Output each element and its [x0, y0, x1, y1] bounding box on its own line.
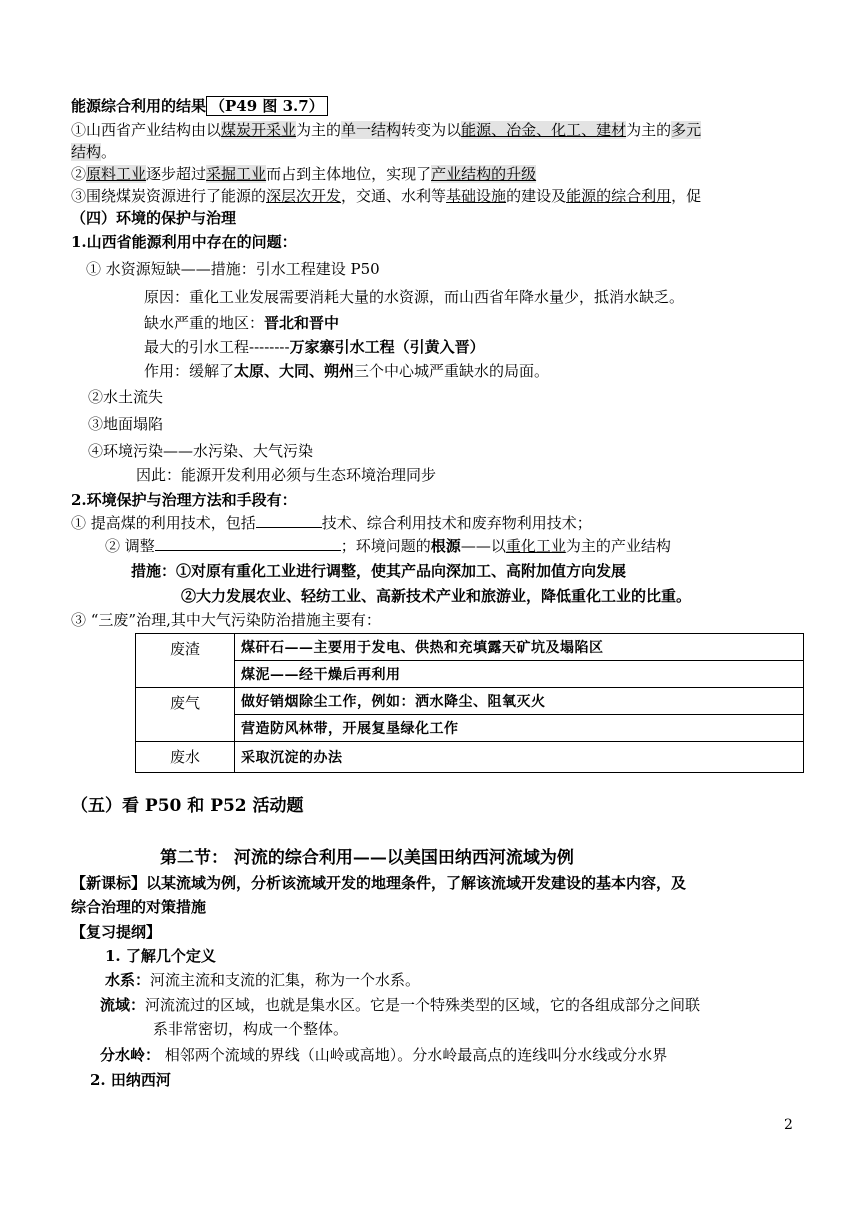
table-row — [136, 661, 804, 688]
problem-soil-erosion: ②水土流失 — [88, 388, 164, 406]
outline-title: 【复习提纲】 — [71, 923, 162, 941]
table-row — [136, 742, 804, 773]
result-line-3: ③围绕煤炭资源进行了能源的深层次开发，交通、水利等基础设施的建设及能源的综合利用，促 — [71, 187, 702, 205]
methods-title: 2.环境保护与治理方法和手段有： — [71, 491, 297, 509]
method-line-2: ② 调整 ；环境问题的根源——以重化工业为主的产业结构 — [105, 537, 671, 555]
three-wastes-line: ③ “三废”治理,其中大气污染防治措施主要有： — [71, 611, 381, 629]
definition-basin-cont: 系非常密切，构成一个整体。 — [153, 1020, 349, 1038]
pollution-conclusion: 因此：能源开发利用必须与生态环境治理同步 — [136, 466, 437, 484]
table-row — [136, 634, 804, 661]
problem-pollution: ④环境污染——水污染、大气污染 — [88, 442, 314, 460]
page-reference-box: （P49 图 3.7） — [206, 96, 328, 116]
water-effect-line: 作用：缓解了太原、大同、朔州三个中心城严重缺水的局面。 — [144, 362, 550, 380]
problem-subsidence: ③地面塌陷 — [88, 415, 164, 433]
curriculum-standard: 【新课标】以某流域为例，分析该流域开发的地理条件，了解该流域开发建设的基本内容，及 — [71, 874, 687, 892]
definitions-title: 1. 了解几个定义 — [105, 947, 216, 965]
table-cell-category: 废渣 — [136, 634, 235, 688]
method-line-1: ① 提高煤的利用技术，包括 技术、综合利用技术和废弃物利用技术； — [71, 514, 592, 532]
fill-blank — [256, 513, 322, 528]
waste-treatment-table — [135, 633, 804, 773]
water-reason-line: 原因：重化工业发展需要消耗大量的水资源，而山西省年降水量少，抵消水缺乏。 — [144, 288, 685, 306]
result-line-1: ①山西省产业结构由以煤炭开采业为主的单一结构转变为以能源、冶金、化工、建材为主的多元 — [71, 121, 702, 139]
definition-water-system: 水系：河流主流和支流的汇集，称为一个水系。 — [105, 971, 421, 989]
table-cell-measure: 营造防风林带，开展复垦绿化工作 — [235, 715, 804, 742]
problems-title: 1.山西省能源利用中存在的问题： — [71, 233, 297, 251]
table-cell-category: 废水 — [136, 742, 235, 773]
section-five-title: （五）看 P50 和 P52 活动题 — [71, 796, 304, 816]
table-cell-measure: 煤泥——经干燥后再利用 — [235, 661, 804, 688]
table-cell-measure: 做好销烟除尘工作，例如：洒水降尘、阻氧灭火 — [235, 688, 804, 715]
result-line-2: ②原料工业逐步超过采掘工业而占到主体地位，实现了产业结构的升级 — [71, 165, 537, 183]
table-cell-category: 废气 — [136, 688, 235, 742]
tennessee-river-title: 2. 田纳西河 — [90, 1071, 171, 1089]
chapter-title: 第二节： 河流的综合利用——以美国田纳西河流域为例 — [160, 848, 574, 868]
section-title-energy: 能源综合利用的结果 （P49 图 3.7） — [71, 96, 328, 116]
curriculum-standard-cont: 综合治理的对策措施 — [71, 898, 207, 916]
page-number: 2 — [784, 1117, 793, 1133]
section-four-title: （四）环境的保护与治理 — [71, 209, 237, 227]
definition-watershed: 分水岭： 相邻两个流域的界线（山岭或高地）。分水岭最高点的连线叫分水线或分水界 — [100, 1046, 668, 1064]
fill-blank — [155, 536, 341, 551]
table-row — [136, 688, 804, 715]
table-row — [136, 715, 804, 742]
definition-basin: 流域：河流流过的区域，也就是集水区。它是一个特殊类型的区域，它的各组成部分之间联 — [100, 996, 701, 1014]
measure-line-1: 措施：①对原有重化工业进行调整，使其产品向深加工、高附加值方向发展 — [131, 562, 627, 580]
water-region-line: 缺水严重的地区：晋北和晋中 — [144, 314, 340, 332]
water-shortage-line: ① 水资源短缺——措施：引水工程建设 P50 — [86, 260, 380, 278]
table-cell-measure: 采取沉淀的办法 — [235, 742, 804, 773]
water-project-line: 最大的引水工程--------万家寨引水工程（引黄入晋） — [144, 338, 485, 356]
table-cell-measure: 煤矸石——主要用于发电、供热和充填露天矿坑及塌陷区 — [235, 634, 804, 661]
result-line-1-cont: 结构。 — [71, 143, 117, 161]
measure-line-2: ②大力发展农业、轻纺工业、高新技术产业和旅游业，降低重化工业的比重。 — [181, 587, 692, 605]
